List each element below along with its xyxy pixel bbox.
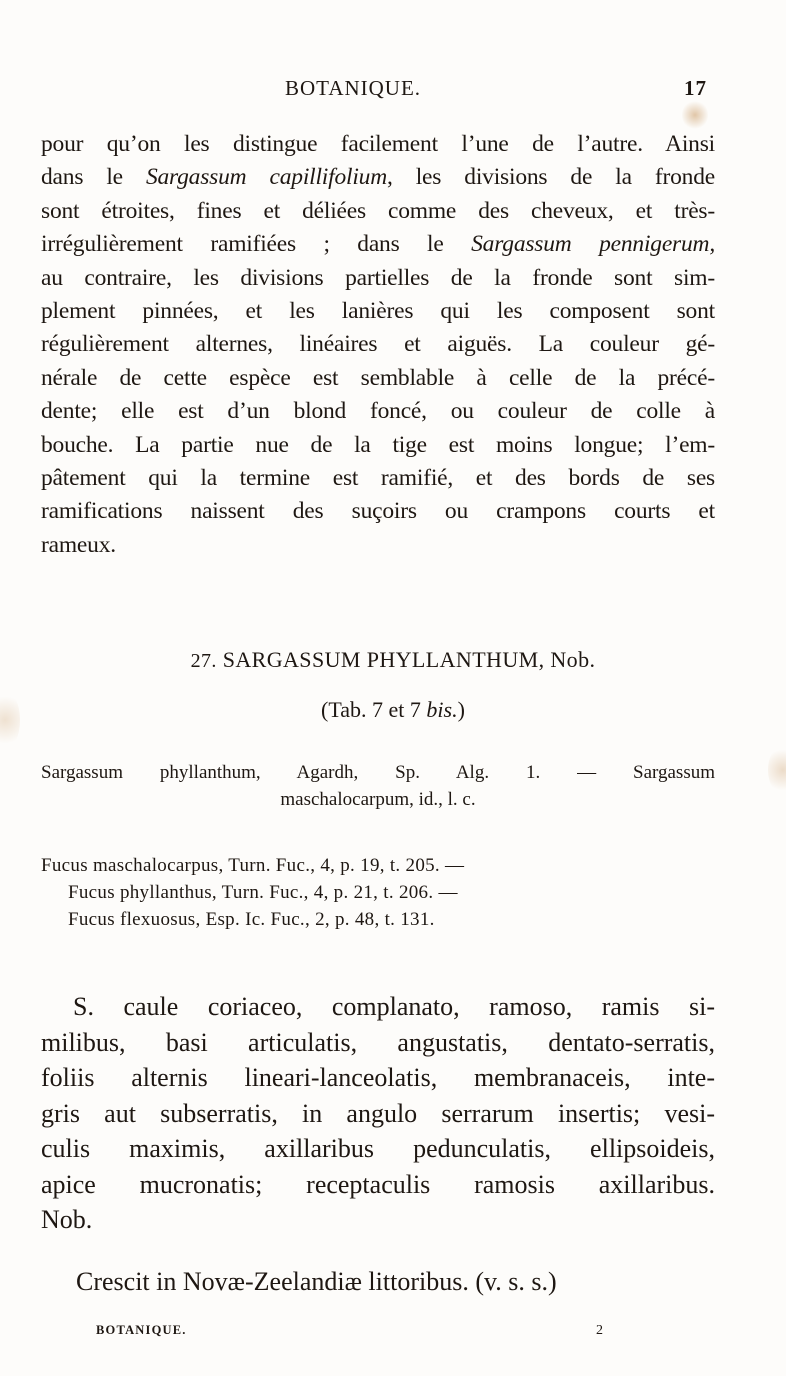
diagnosis-line: S. caule coriaceo, complanato, ramoso, ramis si-	[73, 992, 715, 1021]
reference-line: Fucus phyllanthus, Turn. Fuc., 4, p. 21, t. 206. —	[68, 882, 458, 903]
diagnosis-line: milibus, basi articulatis, angustatis, dentato-serratis,	[41, 1027, 715, 1057]
species-name: SARGASSUM PHYLLANTHUM,	[222, 647, 545, 672]
reference-line: Fucus maschalocarpus, Turn. Fuc., 4, p. 19, t. 205. —	[41, 855, 465, 876]
latin-diagnosis	[41, 989, 715, 1238]
text-span: , les divisions de la fronde	[387, 164, 715, 191]
references-block	[41, 852, 721, 933]
text-span: irrégulièrement ramifiées ; dans le	[41, 231, 472, 258]
synonym-line: maschalocarpum, id., l. c.	[280, 789, 476, 810]
text-line	[41, 161, 715, 194]
text-line	[41, 362, 715, 395]
page-number: 17	[684, 76, 707, 100]
text-span: pour qu’on les distingue facilement l’une de l’autre. Ainsi	[41, 131, 715, 157]
species-authority: Nob.	[550, 647, 596, 672]
text-span: dente; elle est d’un blond foncé, ou couleur de colle à	[41, 398, 715, 425]
text-span: au contraire, les divisions partielles de la fronde sont sim-	[41, 264, 715, 291]
diagnosis-line: culis maximis, axillaribus pedunculatis, ellipsoideis,	[41, 1134, 715, 1163]
text-span: régulièrement alternes, linéaires et aiguës. La couleur gé-	[41, 331, 715, 358]
text-line	[41, 429, 715, 462]
diagnosis-line: Nob.	[41, 1205, 93, 1234]
text-line	[41, 295, 715, 328]
text-span: nérale de cette espèce est semblable à celle de la précé-	[41, 364, 715, 391]
diagnosis-line: apice mucronatis; receptaculis ramosis axillaribus.	[41, 1169, 715, 1199]
text-line	[41, 495, 715, 528]
species-heading	[0, 647, 786, 673]
paper-stain	[682, 100, 708, 130]
text-span: ramifications naissent des suçoirs ou crampons courts et	[41, 498, 715, 525]
text-span: pâtement qui la termine est ramifié, et des bords de ses	[41, 465, 715, 492]
text-span: rameux.	[41, 531, 116, 558]
plate-reference	[0, 697, 786, 723]
synonyms-block	[41, 759, 715, 813]
text-line	[41, 228, 715, 261]
species-name-italic: Sargassum capillifolium	[145, 164, 387, 191]
text-line	[41, 395, 715, 428]
plate-ref-italic: bis.	[426, 697, 458, 722]
plate-ref-close: )	[457, 697, 465, 722]
body-paragraph	[41, 128, 715, 562]
text-line	[41, 328, 715, 361]
running-title: BOTANIQUE.	[285, 76, 422, 100]
paper-stain	[768, 745, 786, 795]
signature-mark: 2	[596, 1323, 605, 1338]
species-number: 27.	[190, 650, 217, 672]
reference-line: Fucus flexuosus, Esp. Ic. Fuc., 2, p. 48, t. 131.	[68, 909, 435, 930]
text-span: bouche. La partie nue de la tige est moins longue; l’em-	[41, 431, 715, 458]
text-line	[41, 462, 715, 495]
text-span: dans le	[41, 164, 146, 191]
text-line	[41, 262, 715, 295]
signature-footer	[0, 1323, 786, 1343]
text-line	[41, 529, 715, 562]
diagnosis-line: foliis alternis lineari-lanceolatis, membranaceis, inte-	[41, 1063, 715, 1092]
text-line	[41, 195, 715, 228]
species-name-italic: Sargassum pennigerum,	[471, 231, 715, 258]
plate-ref-text: (Tab. 7 et 7	[321, 697, 427, 722]
signature-title: BOTANIQUE.	[96, 1323, 187, 1337]
text-span: plement pinnées, et les lanières qui les composent sont	[41, 298, 715, 325]
synonym-line: Sargassum phyllanthum, Agardh, Sp. Alg. 1. — Sargassum	[41, 762, 715, 783]
text-line	[41, 128, 715, 161]
text-span: sont étroites, fines et déliées comme des cheveux, et très-	[41, 197, 715, 224]
running-header	[0, 76, 786, 102]
habitat-note: Crescit in Novæ-Zeelandiæ littoribus. (v. s. s.)	[76, 1267, 557, 1296]
diagnosis-line: gris aut subserratis, in angulo serrarum insertis; vesi-	[41, 1098, 715, 1128]
